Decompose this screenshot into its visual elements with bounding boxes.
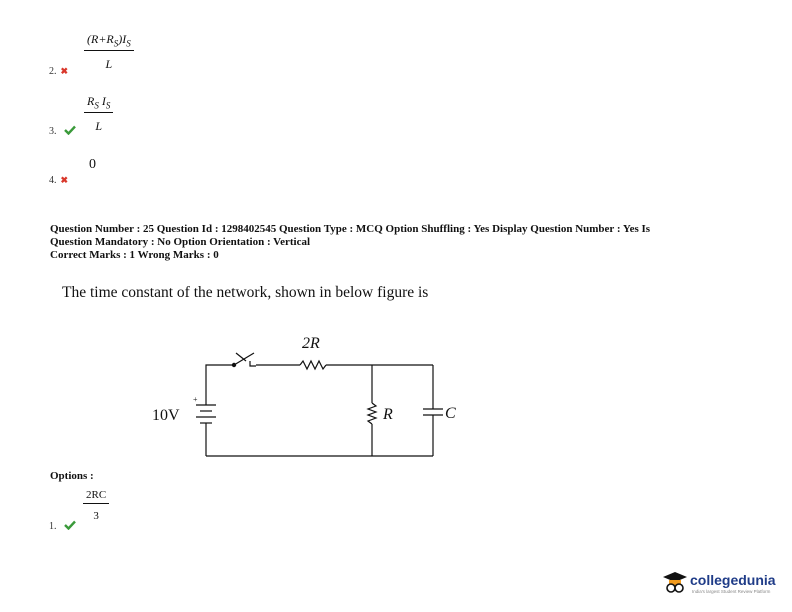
option-number: 2. <box>49 66 57 77</box>
checkmark-icon <box>64 125 76 135</box>
question-meta-line3: Correct Marks : 1 Wrong Marks : 0 <box>50 249 219 261</box>
capacitor-label: C <box>445 405 456 422</box>
graduate-cap-icon <box>662 570 688 596</box>
question-meta <box>50 223 750 262</box>
question-text: The time constant of the network, shown in below figure is <box>62 284 429 301</box>
question-meta-line2: Question Mandatory : No Option Orientation : Vertical <box>50 236 311 248</box>
source-label: 10V <box>152 407 180 424</box>
option-1-fraction: $\frac{2RC}{3}$ <box>83 489 109 522</box>
option-3-fraction: $\frac{R_S I_S}{L}$ <box>84 94 113 134</box>
option-number: 4. <box>49 175 57 186</box>
options-heading: Options : <box>50 470 94 482</box>
question-meta-line1: Question Number : 25 Question Id : 1298402545 Question Type : MCQ Option Shuffling : Yes Display Question Number : Yes Is <box>50 223 651 235</box>
checkmark-icon <box>64 520 76 530</box>
option-number: 3. <box>49 126 57 137</box>
series-resistor-label: 2R <box>302 335 320 352</box>
source-plus-label: + <box>193 395 198 404</box>
option-2-fraction: $\frac{(R+R_S)I_S}{L}$ <box>84 32 134 72</box>
option-4-value: 0 <box>89 157 96 172</box>
collegedunia-logo <box>662 568 786 600</box>
option-number: 1. <box>49 521 57 532</box>
logo-name: collegedunia <box>690 572 776 588</box>
cross-icon: ✖ <box>60 175 69 185</box>
cross-icon: ✖ <box>60 66 69 76</box>
logo-tagline: India's largest Student Review Platform <box>692 589 771 594</box>
circuit-diagram <box>140 325 480 465</box>
shunt-resistor-label: R <box>383 406 393 423</box>
